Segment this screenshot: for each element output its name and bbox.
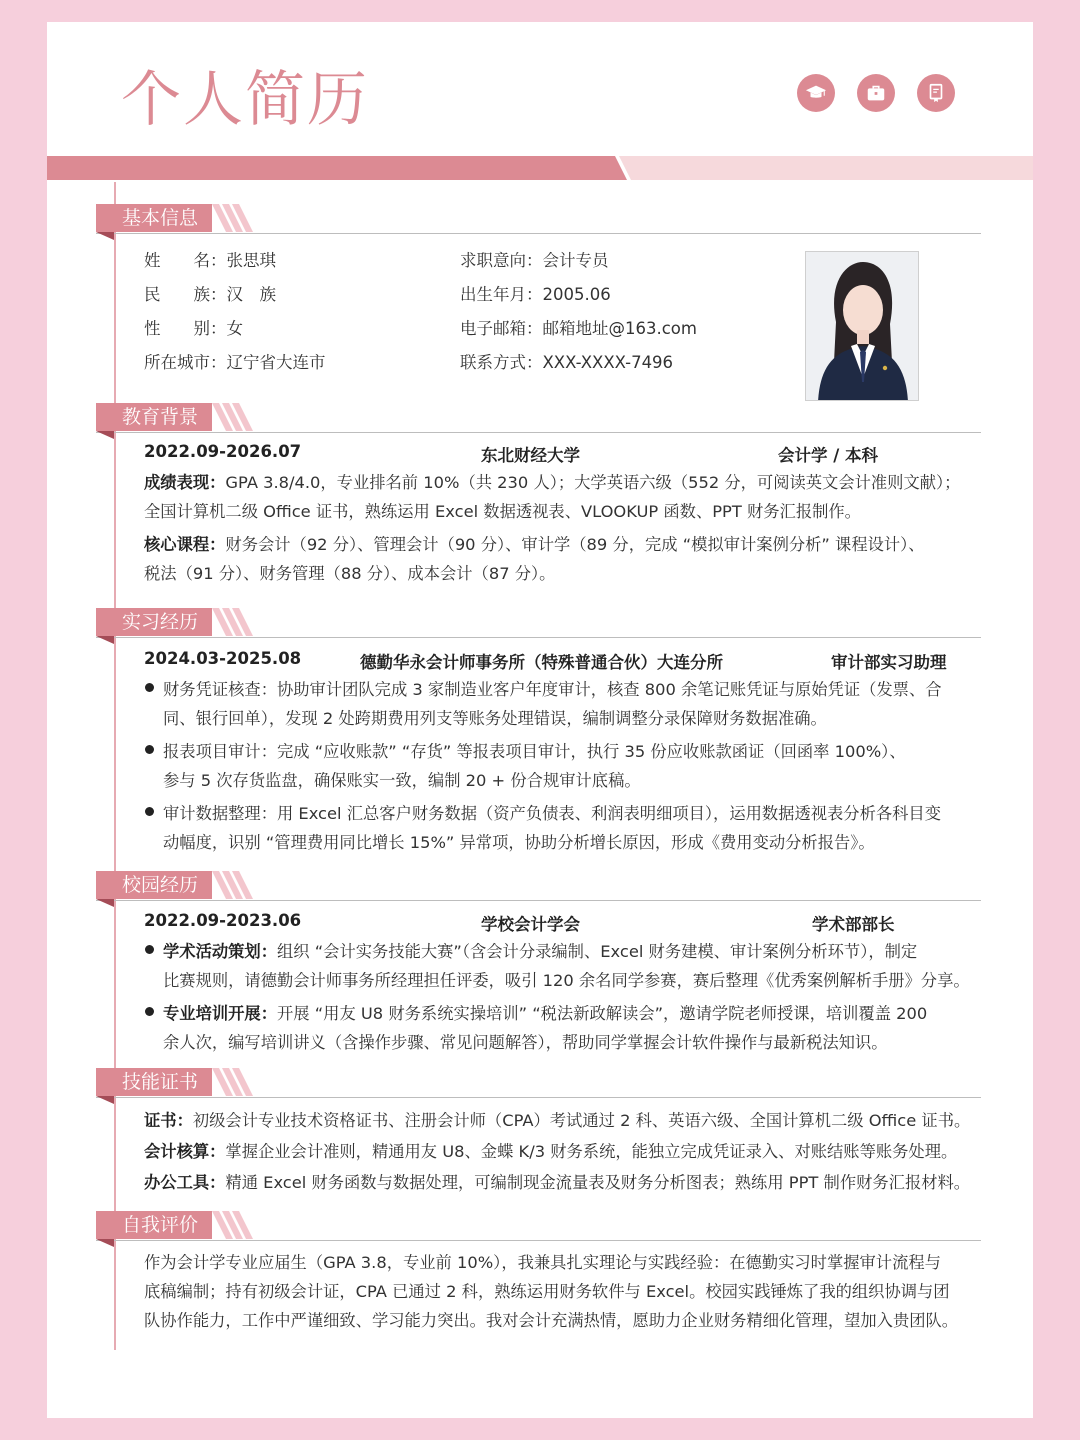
self-line2: 底稿编制；持有初级会计证，CPA 已通过 2 科，熟练运用财务软件与 Excel。校园实践锤炼了我的组织协调与团	[144, 1282, 950, 1301]
certificate-icon	[917, 74, 955, 112]
skill-label: 办公工具：	[144, 1173, 226, 1192]
internship-item	[163, 799, 983, 857]
course-line2: 税法（91 分）、财务管理（88 分）、成本会计（87 分）。	[144, 564, 556, 583]
section-header-self	[96, 1211, 981, 1241]
section-header-campus	[96, 871, 981, 901]
self-evaluation	[144, 1248, 984, 1335]
city-label: 所在城市：	[144, 353, 227, 372]
birth-row	[460, 281, 611, 305]
internship-item	[163, 737, 983, 795]
bullet-dot	[146, 1006, 152, 1012]
section-title: 技能证书	[96, 1068, 212, 1096]
campus-org: 学校会计学会	[481, 915, 580, 934]
section-title: 教育背景	[96, 403, 212, 431]
email-label: 电子邮箱：	[460, 319, 543, 338]
grade-line1: GPA 3.8/4.0，专业排名前 10%（共 230 人）；大学英语六级（552 分，可阅读英文会计准则文献）；	[225, 473, 961, 492]
education-period: 2022.09-2026.07	[144, 442, 302, 461]
email-row	[460, 315, 697, 339]
internship-item-line2: 参与 5 次存货监盘，确保账实一致，编制 20 + 份合规审计底稿。	[163, 771, 641, 790]
bullet-dot	[146, 744, 152, 750]
section-title: 校园经历	[96, 871, 212, 899]
skill-item	[144, 1167, 984, 1198]
internship-item-line2: 动幅度，识别 “管理费用同比增长 15%” 异常项，协助分析增长原因，形成《费用变动分析报告》。	[163, 833, 875, 852]
birth-label: 出生年月：	[460, 285, 543, 304]
internship-role: 审计部实习助理	[831, 653, 947, 672]
campus-item-label: 专业培训开展：	[163, 1004, 277, 1023]
briefcase-icon	[857, 74, 895, 112]
course-label: 核心课程：	[144, 535, 226, 554]
ethnicity-label: 民 族：	[144, 285, 227, 304]
profile-photo	[805, 251, 919, 401]
education-major: 会计学 / 本科	[778, 446, 879, 465]
section-title: 实习经历	[96, 608, 212, 636]
internship-company: 德勤华永会计师事务所（特殊普通合伙）大连分所	[360, 653, 723, 672]
section-header-education	[96, 403, 981, 433]
skills-list	[144, 1105, 984, 1198]
education-grade	[144, 468, 974, 526]
internship-item	[163, 675, 983, 733]
section-title: 基本信息	[96, 204, 212, 232]
email-value: 邮箱地址@163.com	[542, 319, 697, 338]
self-line1: 作为会计学专业应届生（GPA 3.8，专业前 10%），我兼具扎实理论与实践经验：在德勤实习时掌握审计流程与	[144, 1253, 941, 1272]
campus-period: 2022.09-2023.06	[144, 911, 302, 930]
bullet-dot	[146, 806, 152, 812]
graduation-cap-icon	[797, 74, 835, 112]
bullet-dot	[146, 944, 152, 950]
phone-value: XXX-XXXX-7496	[542, 353, 674, 372]
name-row	[144, 247, 276, 271]
skill-label: 会计核算：	[144, 1142, 226, 1161]
education-courses	[144, 530, 974, 588]
internship-item-line1: 报表项目审计：完成 “应收账款” “存货” 等报表项目审计，执行 35 份应收账款函证（回函率 100%）、	[163, 742, 906, 761]
birth-value: 2005.06	[542, 285, 611, 304]
internship-item-line1: 审计数据整理：用 Excel 汇总客户财务数据（资产负债表、利润表明细项目），运用数据透视表分析各科目变	[163, 804, 941, 823]
internship-item-line2: 同、银行回单），发现 2 处跨期费用列支等账务处理错误，编制调整分录保障财务数据准确。	[163, 709, 827, 728]
page-title: 个人简历	[121, 65, 369, 135]
ethnicity-value: 汉 族	[226, 285, 276, 304]
gender-row	[144, 315, 243, 339]
internship-period: 2024.03-2025.08	[144, 649, 302, 668]
phone-row	[460, 349, 673, 373]
campus-item	[163, 999, 983, 1057]
gender-label: 性 别：	[144, 319, 227, 338]
intent-value: 会计专员	[542, 251, 609, 270]
header-band	[47, 156, 1033, 180]
section-header-skills	[96, 1068, 981, 1098]
section-header-internship	[96, 608, 981, 638]
section-title: 自我评价	[96, 1211, 212, 1239]
ethnicity-row	[144, 281, 276, 305]
grade-label: 成绩表现：	[144, 473, 226, 492]
campus-item-line2: 余人次，编写培训讲义（含操作步骤、常见问题解答），帮助同学掌握会计软件操作与最新税法知识。	[163, 1033, 888, 1052]
campus-item-line1: 组织 “会计实务技能大赛”（含会计分录编制、Excel 财务建模、审计案例分析环节），制定	[276, 942, 918, 961]
skill-label: 证书：	[144, 1111, 193, 1130]
section-header-basic	[96, 204, 981, 234]
intent-label: 求职意向：	[460, 251, 543, 270]
campus-item-line1: 开展 “用友 U8 财务系统实操培训” “税法新政解读会”，邀请学院老师授课，培训覆盖 200	[276, 1004, 928, 1023]
skill-item	[144, 1136, 984, 1167]
bullet-dot	[146, 682, 152, 688]
timeline-line	[114, 182, 116, 1350]
grade-line2: 全国计算机二级 Office 证书，熟练运用 Excel 数据透视表、VLOOKUP 函数、PPT 财务汇报制作。	[144, 502, 861, 521]
skill-item	[144, 1105, 984, 1136]
skill-text: 精通 Excel 财务函数与数据处理，可编制现金流量表及财务分析图表；熟练用 PPT 制作财务汇报材料。	[225, 1173, 971, 1192]
campus-item	[163, 937, 983, 995]
self-line3: 队协作能力，工作中严谨细致、学习能力突出。我对会计充满热情，愿助力企业财务精细化管理，望加入贵团队。	[144, 1311, 959, 1330]
campus-role: 学术部部长	[812, 915, 895, 934]
phone-label: 联系方式：	[460, 353, 543, 372]
intent-row	[460, 247, 609, 271]
campus-item-label: 学术活动策划：	[163, 942, 277, 961]
skill-text: 初级会计专业技术资格证书、注册会计师（CPA）考试通过 2 科、英语六级、全国计算机二级 Office 证书。	[192, 1111, 971, 1130]
education-school: 东北财经大学	[481, 446, 580, 465]
header-icons	[797, 74, 955, 112]
gender-value: 女	[226, 319, 243, 338]
campus-item-line2: 比赛规则，请德勤会计师事务所经理担任评委，吸引 120 余名同学参赛，赛后整理《优秀案例解析手册》分享。	[163, 971, 970, 990]
course-line1: 财务会计（92 分）、管理会计（90 分）、审计学（89 分，完成 “模拟审计案例分析” 课程设计）、	[225, 535, 925, 554]
internship-item-line1: 财务凭证核查：协助审计团队完成 3 家制造业客户年度审计，核查 800 余笔记账凭证与原始凭证（发票、合	[163, 680, 942, 699]
resume-page	[47, 22, 1033, 1418]
city-value: 辽宁省大连市	[226, 353, 326, 372]
skill-text: 掌握企业会计准则，精通用友 U8、金蝶 K/3 财务系统，能独立完成凭证录入、对账结账等账务处理。	[225, 1142, 958, 1161]
name-value: 张思琪	[226, 251, 276, 270]
city-row	[144, 349, 326, 373]
name-label: 姓 名：	[144, 251, 227, 270]
